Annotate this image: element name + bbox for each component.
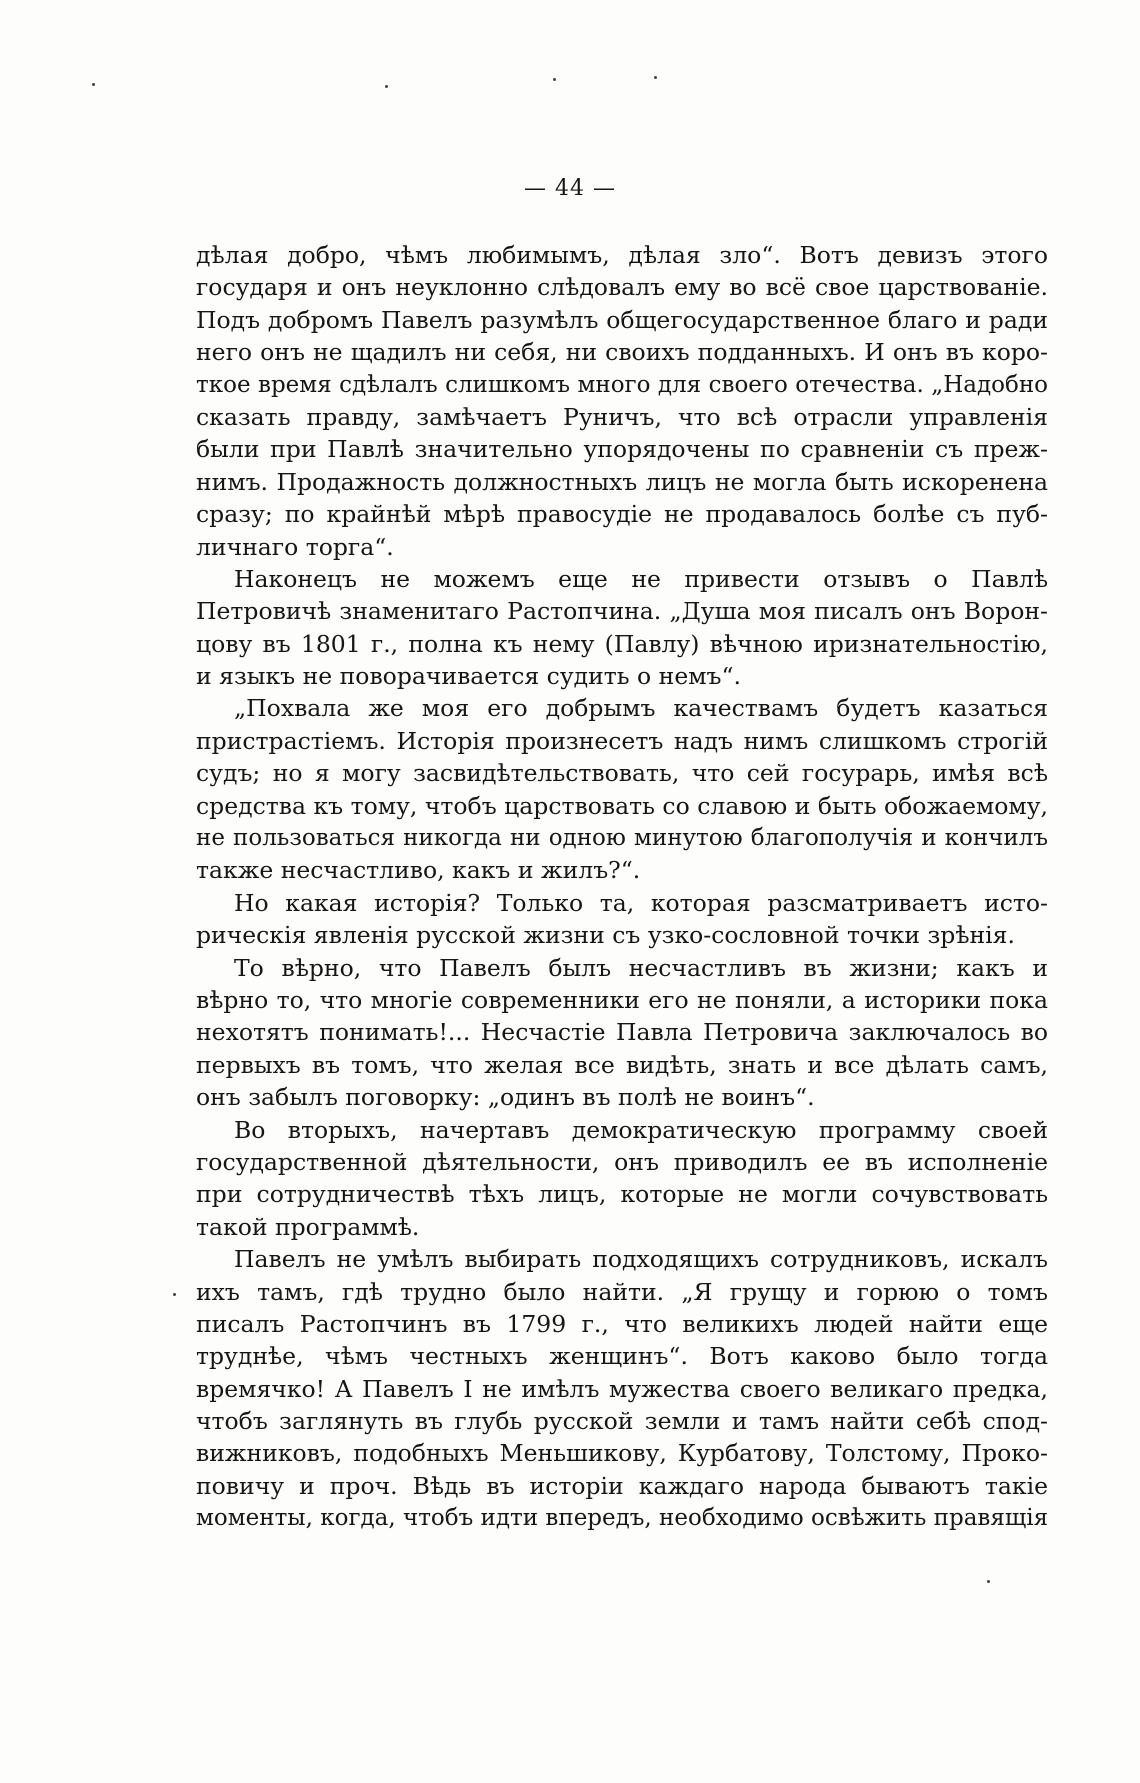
text-line: Но какая исторія? Только та, которая разсматриваетъ исто- <box>234 888 1048 917</box>
text-line: не пользоваться никогда ни одною минутою благополучія и кончилъ <box>196 825 1048 852</box>
text-line: повичу и проч. Вѣдь въ исторіи каждаго народа бываютъ такіе <box>196 1471 1048 1500</box>
text-line: Подъ добромъ Павелъ разумѣлъ общегосударственное благо и ради <box>196 305 1048 334</box>
text-line: первыхъ въ томъ, что желая все видѣть, знать и все дѣлать самъ, <box>196 1050 1048 1079</box>
text-line: труднѣе, чѣмъ честныхъ женщинъ“. Вотъ каково было тогда <box>196 1342 1048 1371</box>
text-line: вижниковъ, подобныхъ Меньшикову, Курбатову, Толстому, Проко- <box>196 1439 1048 1468</box>
print-speck <box>987 1580 990 1583</box>
page-number: — 44 — <box>524 176 616 201</box>
print-speck <box>553 78 556 81</box>
text-line: писалъ Растопчинъ въ 1799 г., что великихъ людей найти еще <box>196 1309 1048 1338</box>
text-line: него онъ не щадилъ ни себя, ни своихъ подданныхъ. И онъ въ коро- <box>196 338 1048 367</box>
print-speck <box>654 76 657 79</box>
text-line: государственной дѣятельности, онъ приводилъ ее въ исполненіе <box>196 1147 1048 1176</box>
body-text <box>196 239 1048 1535</box>
text-line: дѣлая добро, чѣмъ любимымъ, дѣлая зло“. Вотъ девизъ этого <box>196 241 1048 269</box>
text-line: и языкъ не поворачивается судить о немъ“. <box>196 662 741 691</box>
text-line: Петровичѣ знаменитаго Растопчина. „Душа моя писалъ онъ Ворон- <box>196 597 1048 626</box>
text-line: „Похвала же моя его добрымъ качествамъ будетъ казаться <box>234 694 1048 723</box>
text-line: судъ; но я могу засвидѣтельствовать, что сей госурарь, имѣя всѣ <box>196 759 1048 788</box>
text-line: ихъ тамъ, гдѣ трудно было найти. „Я грущу и горюю о томъ <box>196 1277 1048 1306</box>
text-line: чтобъ заглянуть въ глубь русской земли и тамъ найти себѣ спод- <box>196 1407 1048 1436</box>
text-line: Во вторыхъ, начертавъ демократическую программу своей <box>234 1115 1048 1144</box>
print-speck <box>92 83 95 86</box>
text-line: онъ забылъ поговорку: „одинъ въ полѣ не воинъ“. <box>196 1083 815 1112</box>
text-line: нимъ. Продажность должностныхъ лицъ не могла быть искоренена <box>196 467 1048 496</box>
text-line: Наконецъ не можемъ еще не привести отзывъ о Павлѣ <box>234 564 1048 593</box>
text-line: сказать правду, замѣчаетъ Руничъ, что всѣ отрасли управленія <box>196 402 1048 431</box>
text-line: нехотятъ понимать!... Несчастіе Павла Петровича заключалось во <box>196 1018 1048 1047</box>
print-speck <box>385 85 388 88</box>
text-line: моменты, когда, чтобъ идти впередъ, необходимо освѣжить правящія <box>196 1505 1048 1532</box>
text-line: также несчастливо, какъ и жилъ?“. <box>196 856 641 885</box>
text-line: Павелъ не умѣлъ выбирать подходящихъ сотрудниковъ, искалъ <box>234 1245 1048 1274</box>
text-line: были при Павлѣ значительно упорядочены по сравненіи съ преж- <box>196 435 1048 464</box>
text-line: личнаго торга“. <box>196 532 394 561</box>
text-line: при сотрудничествѣ тѣхъ лицъ, которые не могли сочувствовать <box>196 1180 1048 1209</box>
text-line: рическія явленія русской жизни съ узко-сословной точки зрѣнія. <box>196 921 1015 950</box>
text-line: средства къ тому, чтобъ царствовать со славою и быть обожаемому, <box>196 791 1048 820</box>
text-line: времячко! А Павелъ I не имѣлъ мужества своего великаго предка, <box>196 1374 1048 1403</box>
text-line: сразу; по крайнѣй мѣрѣ правосудіе не продавалось болѣе съ пуб- <box>196 500 1048 529</box>
text-line: такой программѣ. <box>196 1212 420 1241</box>
text-line: вѣрно то, что многіе современники его не поняли, а историки пока <box>196 985 1048 1014</box>
text-line: государя и онъ неуклонно слѣдовалъ ему во всё свое царствованіе. <box>196 273 1048 302</box>
text-line: цову въ 1801 г., полна къ нему (Павлу) вѣчною иризнательностію, <box>196 629 1048 658</box>
text-line: пристрастіемъ. Исторія произнесетъ надъ нимъ слишкомъ строгій <box>196 726 1048 755</box>
print-speck <box>173 1293 176 1296</box>
text-line: ткое время сдѣлалъ слишкомъ много для своего отечества. „Надобно <box>196 371 1048 398</box>
text-line: То вѣрно, что Павелъ былъ несчастливъ въ жизни; какъ и <box>234 953 1048 982</box>
